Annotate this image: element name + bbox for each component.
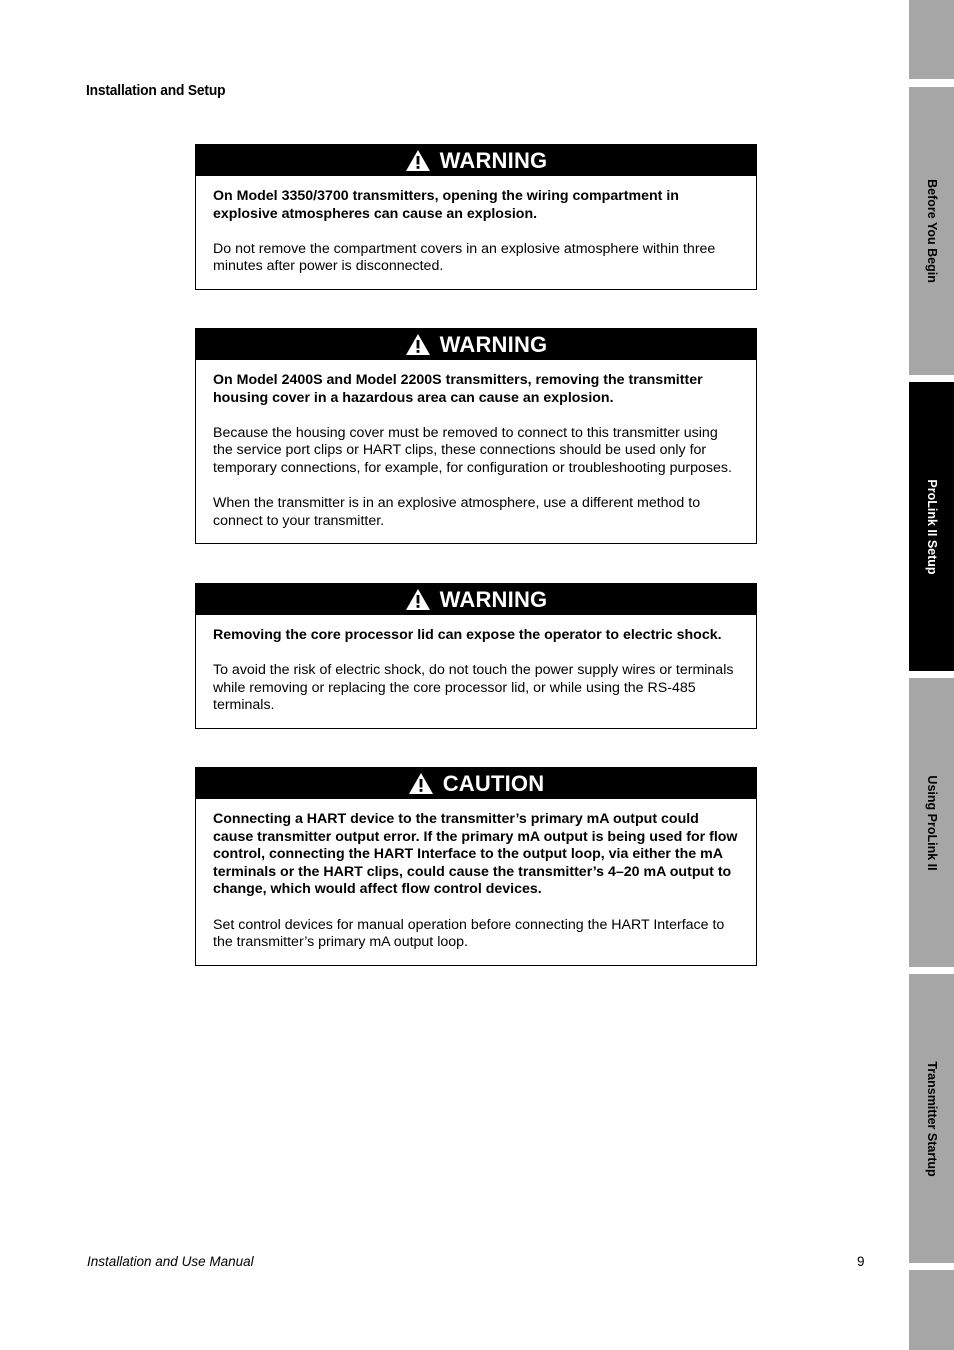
notice-header xyxy=(196,768,756,799)
notice-instruction-text: Because the housing cover must be removed to connect to this transmitter using the service port clips or HART clips, these connections should be used only for temporary connections, for example, for configuration or troubleshooting purposes. xyxy=(213,424,732,476)
chapter-tab-bottom[interactable] xyxy=(909,1270,954,1350)
notice-header xyxy=(196,329,756,360)
notice-type-label: CAUTION xyxy=(442,770,545,796)
chapter-tab-label: Using ProLink II xyxy=(924,774,939,871)
warning-triangle-icon xyxy=(405,149,431,172)
chapter-tab-label: Transmitter Startup xyxy=(924,1060,939,1177)
notice-type-label: WARNING xyxy=(439,331,548,357)
notice-instruction-text: When the transmitter is in an explosive atmosphere, use a different method to connect to your transmitter. xyxy=(213,495,701,529)
notice-hazard-text: Connecting a HART device to the transmitter’s primary mA output could cause transmitter output error. If the primary mA output is being used for flow control, connecting the HART Interface to the output loop, via either the mA terminals or the HART clips, could cause the transmitter’s 4–20 mA output to change, which would affect flow control devices. xyxy=(213,811,738,898)
warning-triangle-icon xyxy=(405,588,431,611)
notice-instruction-text: Do not remove the compartment covers in an explosive atmosphere within three minutes after power is disconnected. xyxy=(213,240,716,275)
running-head: Installation and Setup xyxy=(86,82,226,99)
chapter-tabs xyxy=(909,0,954,1350)
warning-box-housing-cover xyxy=(195,328,757,544)
chapter-tab-before-you-begin[interactable] xyxy=(909,87,954,375)
warning-box-wiring-compartment xyxy=(195,144,757,290)
notice-type-label: WARNING xyxy=(439,147,548,173)
notice-instruction-text: Set control devices for manual operation before connecting the HART Interface to the transmitter’s primary mA output loop. xyxy=(213,916,725,951)
notice-instruction-text: To avoid the risk of electric shock, do not touch the power supply wires or terminals while removing or replacing the core processor lid, or while using the RS-485 terminals. xyxy=(213,662,734,714)
chapter-tab-label: ProLink II Setup xyxy=(924,478,939,575)
chapter-tab-top[interactable] xyxy=(909,0,954,79)
chapter-tab-label: Before You Begin xyxy=(924,179,939,283)
warning-triangle-icon xyxy=(408,772,434,795)
warning-triangle-icon xyxy=(405,333,431,356)
chapter-tab-prolink-ii-setup[interactable] xyxy=(909,382,954,671)
notice-hazard-text: On Model 2400S and Model 2200S transmitters, removing the transmitter housing cover in a hazardous area can cause an explosion. xyxy=(213,372,703,406)
caution-box-hart-device xyxy=(195,767,757,966)
notice-hazard-text: Removing the core processor lid can expose the operator to electric shock. xyxy=(213,627,722,643)
footer-manual-title: Installation and Use Manual xyxy=(87,1254,254,1269)
notice-header xyxy=(196,584,756,615)
notice-type-label: WARNING xyxy=(439,586,548,612)
warning-box-electric-shock xyxy=(195,583,757,729)
notice-hazard-text: On Model 3350/3700 transmitters, opening the wiring compartment in explosive atmospheres can cause an explosion. xyxy=(213,188,679,222)
page-number: 9 xyxy=(857,1254,865,1269)
notice-header xyxy=(196,145,756,176)
chapter-tab-using-prolink-ii[interactable] xyxy=(909,678,954,967)
chapter-tab-transmitter-startup[interactable] xyxy=(909,974,954,1263)
